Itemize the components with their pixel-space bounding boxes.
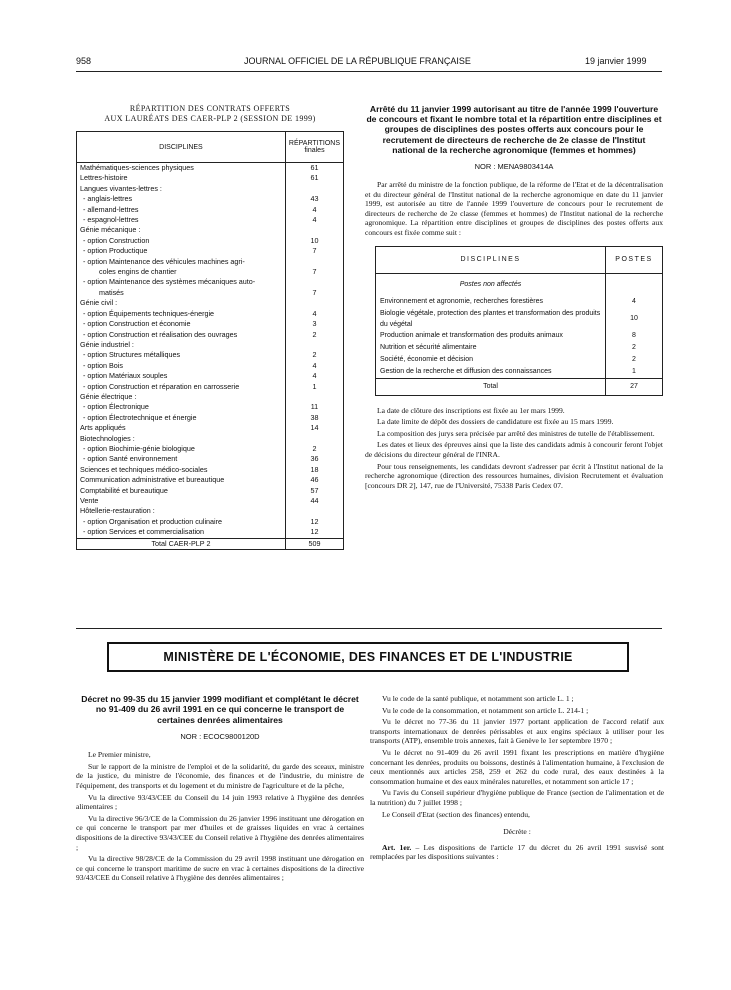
value-cell: 2 bbox=[606, 342, 663, 354]
decret-paragraph: Vu le décret no 91-409 du 26 avril 1991 fixant les prescriptions en matière d'hygiène concernant les denrées, produits ou boissons, destinés à l'alimentation humaine, à l'exclusion de ceux mentionnés aux articles 258, 259 et 262 du code rural, des eaux destinées à la consommation humaine et des eaux minérales naturelles, et notamment son article 17 ; bbox=[370, 747, 664, 786]
decret-paragraph: Vu la directive 96/3/CE de la Commission du 26 janvier 1996 instituant une dérogation en ce qui concerne le transport par mer d'huiles et de graisses liquides en vrac à certaines dispositions de la directive 93/43/CEE du Conseil relative à l'hygiène des denrées alimentaires ; bbox=[76, 813, 364, 852]
arrete-intro: Par arrêté du ministre de la fonction publique, de la réforme de l'Etat et de la décentralisation et du directeur général de l'Institut national de la recherche agronomique en date du 11 janvier 1999, est autorisée au titre de l'année 1999 l'ouverture de concours pour le recrutement de directeurs de recherche de 2e classe (femmes et hommes) de l'Institut national de la recherche agronomique. La répartition entre disciplines et groupes de disciplines des postes offerts aux concours est fixée comme suit : bbox=[365, 180, 663, 237]
value-cell bbox=[285, 392, 343, 402]
discipline-cell: - option Structures métalliques bbox=[77, 350, 286, 360]
value-cell: 4 bbox=[285, 205, 343, 215]
table-row bbox=[77, 194, 344, 204]
col-disciplines: DISCIPLINES bbox=[376, 246, 606, 273]
discipline-cell: Génie mécanique : bbox=[77, 225, 286, 235]
value-cell: 1 bbox=[606, 366, 663, 379]
article-1 bbox=[370, 843, 664, 862]
value-cell: 1 bbox=[285, 382, 343, 392]
table-row bbox=[376, 330, 663, 342]
table-row bbox=[77, 319, 344, 329]
subhead-empty bbox=[606, 273, 663, 296]
discipline-cell: - anglais-lettres bbox=[77, 194, 286, 204]
postes-table bbox=[375, 246, 663, 396]
arrete-paragraph: La date de clôture des inscriptions est fixée au 1er mars 1999. bbox=[377, 405, 565, 415]
decret-title: Décret no 99-35 du 15 janvier 1999 modifiant et complétant le décret no 91-409 du 26 avril 1991 en ce qui concerne le transport de certaines denrées alimentaires bbox=[81, 694, 359, 725]
table-row bbox=[77, 215, 344, 225]
ministry-banner: MINISTÈRE DE L'ÉCONOMIE, DES FINANCES ET DE L'INDUSTRIE bbox=[107, 642, 629, 672]
discipline-cell: - option Services et commercialisation bbox=[77, 527, 286, 538]
value-cell: 2 bbox=[285, 350, 343, 360]
table-row bbox=[77, 517, 344, 527]
discipline-cell: Langues vivantes-lettres : bbox=[77, 184, 286, 194]
value-cell: 8 bbox=[606, 330, 663, 342]
discipline-cell: Gestion de la recherche et diffusion des connaissances bbox=[376, 366, 606, 379]
discipline-cell: - allemand-lettres bbox=[77, 205, 286, 215]
arrete-title: Arrêté du 11 janvier 1999 autorisant au titre de l'année 1999 l'ouverture de concours et fixant le nombre total et la répartition entre disciplines et groupes de disciplines des postes offerts aux concours pour le recrutement de directeurs de recherche de 2e classe de l'Institut national de la recherche agronomique (femmes et hommes) bbox=[366, 104, 662, 155]
subhead-row bbox=[376, 273, 663, 296]
table-row bbox=[77, 340, 344, 350]
discipline-cell: Génie électrique : bbox=[77, 392, 286, 402]
value-cell: 4 bbox=[606, 296, 663, 308]
table-row bbox=[77, 330, 344, 340]
arrete-section bbox=[365, 104, 663, 492]
table-row bbox=[77, 434, 344, 444]
value-cell: 2 bbox=[285, 444, 343, 454]
discipline-cell: Biologie végétale, protection des plantes et transformation des produits du végétal bbox=[376, 308, 606, 330]
value-cell: 11 bbox=[285, 402, 343, 412]
table-row bbox=[376, 366, 663, 379]
table-row bbox=[77, 288, 344, 298]
arrete-paragraphs bbox=[365, 406, 663, 491]
discipline-cell: Génie civil : bbox=[77, 298, 286, 308]
discipline-cell: - option Électrotechnique et énergie bbox=[77, 413, 286, 423]
table-row bbox=[77, 205, 344, 215]
decret-right-column bbox=[370, 694, 664, 864]
value-cell: 10 bbox=[606, 308, 663, 330]
table-row bbox=[77, 454, 344, 464]
table-row bbox=[77, 277, 344, 287]
value-cell: 10 bbox=[285, 236, 343, 246]
table-row bbox=[77, 246, 344, 256]
section-rule bbox=[76, 628, 662, 629]
arrete-nor: NOR : MENA9803414A bbox=[474, 162, 554, 172]
repartition-body bbox=[77, 163, 344, 539]
value-cell bbox=[285, 298, 343, 308]
repartition-table bbox=[76, 131, 344, 550]
value-cell bbox=[285, 225, 343, 235]
discipline-cell: - option Santé environnement bbox=[77, 454, 286, 464]
article-1-text: – Les dispositions de l'article 17 du décret du 26 avril 1991 susvisé sont remplacées par les dispositions suivantes : bbox=[370, 842, 664, 862]
arrete-paragraph: Les dates et lieux des épreuves ainsi que la liste des candidats admis à concourir feront l'objet de décisions du directeur général de l'INRA. bbox=[365, 440, 663, 459]
article-1-label: Art. 1er. bbox=[382, 842, 412, 852]
table-row bbox=[77, 496, 344, 506]
discipline-cell: - option Matériaux souples bbox=[77, 371, 286, 381]
table-row bbox=[77, 257, 344, 267]
decret-paragraph: Vu le code de la consommation, et notamment son article L. 214-1 ; bbox=[382, 705, 589, 715]
table-row bbox=[376, 342, 663, 354]
discipline-cell: Société, économie et décision bbox=[376, 354, 606, 366]
decret-right-paragraphs bbox=[370, 694, 664, 819]
header-rule bbox=[76, 71, 662, 72]
value-cell: 14 bbox=[285, 423, 343, 433]
total-value: 27 bbox=[606, 378, 663, 395]
repartition-title-line1: RÉPARTITION DES CONTRATS OFFERTS bbox=[129, 104, 291, 113]
discipline-cell: Lettres-histoire bbox=[77, 173, 286, 183]
total-row bbox=[77, 538, 344, 549]
value-cell: 3 bbox=[285, 319, 343, 329]
value-cell: 2 bbox=[285, 330, 343, 340]
total-label: Total bbox=[376, 378, 606, 395]
value-cell: 4 bbox=[285, 215, 343, 225]
table-row bbox=[77, 506, 344, 516]
col-postes: POSTES bbox=[606, 246, 663, 273]
discipline-cell: - option Électronique bbox=[77, 402, 286, 412]
table-row bbox=[376, 354, 663, 366]
page-header bbox=[0, 56, 731, 70]
col-disciplines: DISCIPLINES bbox=[77, 132, 286, 163]
table-row bbox=[77, 184, 344, 194]
discipline-cell: Mathématiques-sciences physiques bbox=[77, 163, 286, 174]
issue-date: 19 janvier 1999 bbox=[585, 56, 647, 66]
table-row bbox=[77, 486, 344, 496]
value-cell: 7 bbox=[285, 246, 343, 256]
value-cell: 7 bbox=[285, 267, 343, 277]
value-cell: 12 bbox=[285, 517, 343, 527]
decret-left-column bbox=[76, 694, 364, 885]
table-row bbox=[77, 309, 344, 319]
value-cell bbox=[285, 184, 343, 194]
value-cell: 12 bbox=[285, 527, 343, 538]
decret-paragraph: Vu la directive 98/28/CE de la Commission du 29 avril 1998 instituant une dérogation en ce qui concerne le transport maritime de sucre en vrac à certaines dispositions de la directive 93/43/CEE du Conseil relative à l'hygiène des denrées alimentaires ; bbox=[76, 854, 364, 883]
discipline-cell: - option Bois bbox=[77, 361, 286, 371]
table-row bbox=[77, 371, 344, 381]
table-row bbox=[77, 475, 344, 485]
table-row bbox=[77, 225, 344, 235]
decret-nor: NOR : ECOC9800120D bbox=[180, 732, 260, 742]
table-row bbox=[77, 413, 344, 423]
journal-title: JOURNAL OFFICIEL DE LA RÉPUBLIQUE FRANÇAISE bbox=[244, 56, 471, 66]
discipline-cell: - option Construction et réparation en carrosserie bbox=[77, 382, 286, 392]
decret-paragraph: Sur le rapport de la ministre de l'emploi et de la solidarité, du garde des sceaux, ministre de la justice, du ministre de l'économie, des finances et de l'industrie, du ministre de l'équipement, des transports et du logement et du ministre de l'agriculture et de la pêche, bbox=[76, 761, 364, 790]
total-label: Total CAER-PLP 2 bbox=[77, 538, 286, 549]
table-row bbox=[376, 296, 663, 308]
decret-paragraph: Le Conseil d'Etat (section des finances) entendu, bbox=[382, 809, 530, 819]
value-cell: 61 bbox=[285, 163, 343, 174]
table-row bbox=[77, 173, 344, 183]
arrete-paragraph: La date limite de dépôt des dossiers de candidature est fixée au 15 mars 1999. bbox=[377, 417, 614, 427]
value-cell: 36 bbox=[285, 454, 343, 464]
value-cell: 4 bbox=[285, 371, 343, 381]
value-cell: 43 bbox=[285, 194, 343, 204]
value-cell: 7 bbox=[285, 288, 343, 298]
value-cell bbox=[285, 434, 343, 444]
decret-paragraph: Vu le décret no 77-36 du 11 janvier 1977 portant application de l'accord relatif aux transports internationaux de denrées périssables et aux engins spéciaux à utiliser pour les transports (ATP), ensemble trois annexes, fait à Genève le 1er septembre 1970 ; bbox=[370, 717, 664, 746]
value-cell bbox=[285, 506, 343, 516]
value-cell: 61 bbox=[285, 173, 343, 183]
discipline-cell: Biotechnologies : bbox=[77, 434, 286, 444]
discipline-cell: Génie industriel : bbox=[77, 340, 286, 350]
table-row bbox=[77, 527, 344, 538]
table-row bbox=[77, 382, 344, 392]
discipline-cell: Comptabilité et bureautique bbox=[77, 486, 286, 496]
table-row bbox=[77, 423, 344, 433]
decret-paragraph: Le Premier ministre, bbox=[88, 750, 151, 760]
value-cell: 38 bbox=[285, 413, 343, 423]
discipline-cell: Environnement et agronomie, recherches forestières bbox=[376, 296, 606, 308]
discipline-cell: Communication administrative et bureautique bbox=[77, 475, 286, 485]
total-row bbox=[376, 378, 663, 395]
discipline-cell: Vente bbox=[77, 496, 286, 506]
value-cell: 18 bbox=[285, 465, 343, 475]
table-row bbox=[376, 308, 663, 330]
value-cell bbox=[285, 257, 343, 267]
discipline-cell: - option Biochimie-génie biologique bbox=[77, 444, 286, 454]
repartition-title-line2: AUX LAURÉATS DES CAER-PLP 2 (SESSION DE 1999) bbox=[104, 114, 316, 123]
value-cell: 57 bbox=[285, 486, 343, 496]
value-cell bbox=[285, 340, 343, 350]
table-row bbox=[77, 361, 344, 371]
discipline-cell: Nutrition et sécurité alimentaire bbox=[376, 342, 606, 354]
table-row bbox=[77, 350, 344, 360]
discipline-cell: - option Construction bbox=[77, 236, 286, 246]
discipline-cell: - option Équipements techniques-énergie bbox=[77, 309, 286, 319]
table-row bbox=[77, 402, 344, 412]
arrete-paragraph: La composition des jurys sera précisée par arrêté des ministres de tutelle de l'établissement. bbox=[377, 428, 655, 438]
value-cell: 2 bbox=[606, 354, 663, 366]
discipline-cell: - espagnol-lettres bbox=[77, 215, 286, 225]
decret-left-paragraphs bbox=[76, 750, 364, 883]
discipline-cell: - option Construction et réalisation des ouvrages bbox=[77, 330, 286, 340]
discipline-cell: matisés bbox=[77, 288, 286, 298]
total-value: 509 bbox=[285, 538, 343, 549]
subhead: Postes non affectés bbox=[376, 273, 606, 296]
decrete: Décrète : bbox=[503, 827, 531, 837]
table-row bbox=[77, 392, 344, 402]
decret-paragraph: Vu le code de la santé publique, et notamment son article L. 1 ; bbox=[382, 694, 574, 703]
repartition-section bbox=[76, 104, 344, 550]
table-row bbox=[77, 298, 344, 308]
decret-paragraph: Vu la directive 93/43/CEE du Conseil du 14 juin 1993 relative à l'hygiène des denrées alimentaires ; bbox=[76, 792, 364, 812]
page-number: 958 bbox=[76, 56, 92, 66]
repartition-title bbox=[76, 104, 344, 124]
arrete-paragraph: Pour tous renseignements, les candidats devront s'adresser par écrit à l'Institut national de la recherche agronomique (direction des ressources humaines, division Recrutement et évaluation [concours DR 2], 147, rue de l'Université, 75338 Paris Cedex 07. bbox=[365, 461, 663, 490]
table-row bbox=[77, 444, 344, 454]
discipline-cell: - option Maintenance des véhicules machines agri- bbox=[77, 257, 286, 267]
discipline-cell: Production animale et transformation des produits animaux bbox=[376, 330, 606, 342]
table-row bbox=[77, 163, 344, 174]
value-cell: 4 bbox=[285, 361, 343, 371]
discipline-cell: - option Construction et économie bbox=[77, 319, 286, 329]
decret-paragraph: Vu l'avis du Conseil supérieur d'hygiène publique de France (section de l'alimentation et de la nutrition) du 7 juillet 1998 ; bbox=[370, 788, 664, 807]
discipline-cell: Hôtellerie-restauration : bbox=[77, 506, 286, 516]
table-row bbox=[77, 267, 344, 277]
value-cell: 4 bbox=[285, 309, 343, 319]
discipline-cell: coles engins de chantier bbox=[77, 267, 286, 277]
discipline-cell: - option Maintenance des systèmes mécaniques auto- bbox=[77, 277, 286, 287]
table-row bbox=[77, 465, 344, 475]
value-cell bbox=[285, 277, 343, 287]
col-repartitions: RÉPARTITIONS finales bbox=[285, 132, 343, 163]
discipline-cell: Arts appliqués bbox=[77, 423, 286, 433]
discipline-cell: - option Organisation et production culinaire bbox=[77, 517, 286, 527]
discipline-cell: Sciences et techniques médico-sociales bbox=[77, 465, 286, 475]
discipline-cell: - option Productique bbox=[77, 246, 286, 256]
table-row bbox=[77, 236, 344, 246]
value-cell: 44 bbox=[285, 496, 343, 506]
value-cell: 46 bbox=[285, 475, 343, 485]
postes-body bbox=[376, 273, 663, 378]
